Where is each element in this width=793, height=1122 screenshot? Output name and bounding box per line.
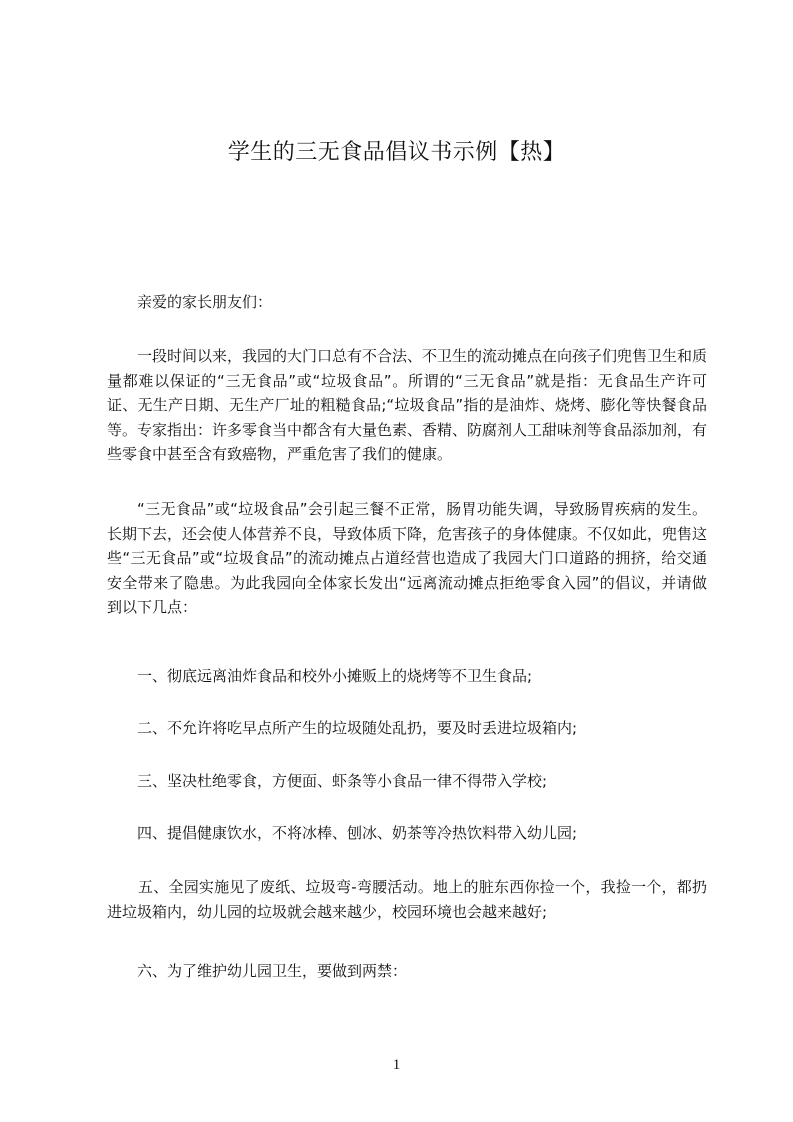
paragraph-harms: “三无食品”或“垃圾食品”会引起三餐不正常，肠胃功能失调，导致肠胃疾病的发生。长期下去，还会使人体营养不良，导致体质下降，危害孩子的身体健康。不仅如此，兜售这些“三无食品”或“垃圾食品”的流动摊点占道经营也造成了我园大门口道路的拥挤，给交通安全带来了隐患。为此我园向全体家长发出“远离流动摊点拒绝零食入园”的倡议，并请做到以下几点： [107, 500, 708, 616]
list-item: 五、全园实施见了废纸、垃圾弯-弯腰活动。地上的脏东西你捡一个，我捡一个，都扔进垃圾箱内，幼儿园的垃圾就会越来越少，校园环境也会越来越好; [107, 878, 707, 921]
salutation: 亲爱的家长朋友们： [137, 293, 273, 311]
list-item: 六、为了维护幼儿园卫生，要做到两禁： [137, 962, 408, 980]
list-item: 一、彻底远离油炸食品和校外小摊贩上的烧烤等不卫生食品; [137, 667, 533, 685]
page-number: 1 [392, 1057, 401, 1073]
list-item: 三、坚决杜绝零食，方便面、虾条等小食品一律不得带入学校; [137, 772, 548, 790]
document-title: 学生的三无食品倡议书示例【热】 [227, 140, 566, 165]
list-item: 四、提倡健康饮水，不将冰棒、刨冰、奶茶等冷热饮料带入幼儿园; [137, 824, 578, 842]
paragraph-intro: 一段时间以来，我园的大门口总有不合法、不卫生的流动摊点在向孩子们兜售卫生和质量都难以保证的“三无食品”或“垃圾食品”。所谓的“三无食品”就是指：无食品生产许可证、无生产日期、无生产厂址的粗糙食品;“垃圾食品”指的是油炸、烧烤、膨化等快餐食品等。专家指出：许多零食当中都含有大量色素、香精、防腐剂人工甜味剂等食品添加剂，有些零食中甚至含有致癌物，严重危害了我们的健康。 [107, 347, 708, 463]
list-item: 二、不允许将吃早点所产生的垃圾随处乱扔，要及时丢进垃圾箱内; [137, 719, 578, 737]
